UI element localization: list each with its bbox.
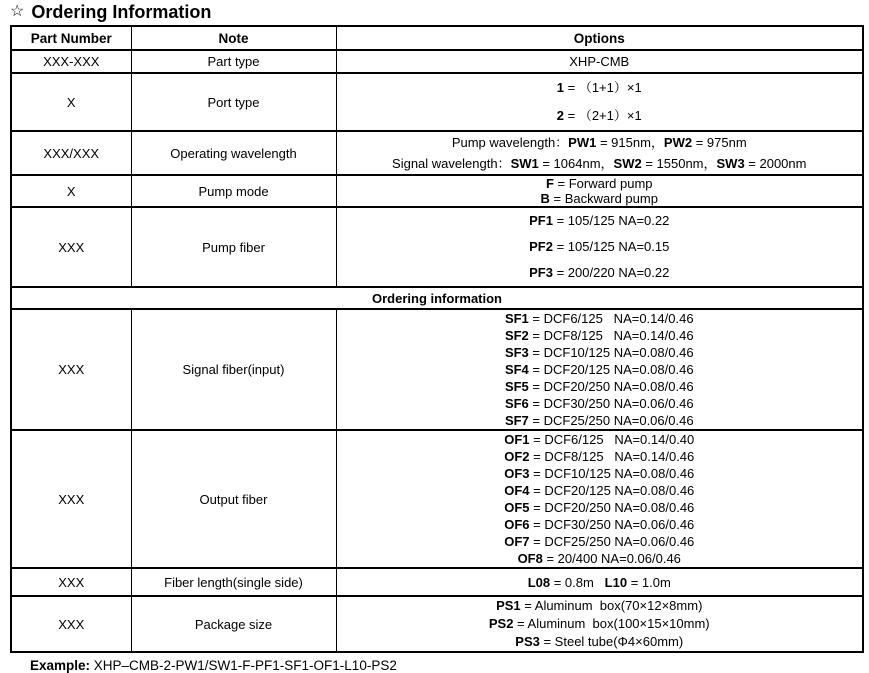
cell-part-number: XXX-XXX — [11, 50, 131, 73]
option-line: OF1 = DCF6/125 NA=0.14/0.40 — [504, 432, 695, 447]
page-title-text: Ordering Information — [31, 1, 212, 22]
option-line: PS2 = Aluminum box(100×15×10mm) — [488, 616, 710, 631]
cell-part-number: XXX — [11, 596, 131, 652]
cell-note: Port type — [131, 73, 336, 131]
cell-options — [336, 596, 863, 652]
table-row — [11, 596, 863, 652]
option-line: L08 = 0.8m L10 = 1.0m — [527, 574, 671, 590]
section-row — [11, 287, 863, 309]
header-options: Options — [336, 26, 863, 50]
option-line: OF4 = DCF20/125 NA=0.08/0.46 — [504, 483, 695, 498]
option-line: Signal wavelength：SW1 = 1064nm，SW2 = 1550nm，SW3 = 2000nm — [392, 156, 807, 171]
cell-options — [336, 50, 863, 73]
option-line: OF2 = DCF8/125 NA=0.14/0.46 — [504, 449, 695, 464]
option-line: PF2 = 105/125 NA=0.15 — [529, 239, 670, 254]
option-line: SF3 = DCF10/125 NA=0.08/0.46 — [504, 345, 694, 360]
cell-options — [336, 175, 863, 207]
option-line: OF3 = DCF10/125 NA=0.08/0.46 — [504, 466, 695, 481]
option-line: PF1 = 105/125 NA=0.22 — [529, 213, 670, 228]
table-body — [11, 50, 863, 652]
section-header: Ordering information — [11, 287, 863, 309]
cell-note: Operating wavelength — [131, 131, 336, 175]
cell-part-number: XXX — [11, 430, 131, 568]
table-row — [11, 131, 863, 175]
option-line: F = Forward pump — [545, 176, 653, 191]
cell-options — [336, 568, 863, 596]
header-part-number: Part Number — [11, 26, 131, 50]
option-line: SF2 = DCF8/125 NA=0.14/0.46 — [504, 328, 694, 343]
example-line — [30, 658, 869, 673]
option-line: OF7 = DCF25/250 NA=0.06/0.46 — [504, 534, 695, 549]
page-title — [10, 1, 869, 23]
cell-part-number: XXX — [11, 309, 131, 430]
cell-part-number: X — [11, 73, 131, 131]
table-row — [11, 50, 863, 73]
header-note: Note — [131, 26, 336, 50]
option-line: SF1 = DCF6/125 NA=0.14/0.46 — [504, 311, 694, 326]
header-row — [11, 26, 863, 50]
cell-part-number: XXX — [11, 568, 131, 596]
cell-options — [336, 73, 863, 131]
star-icon: ☆ — [10, 3, 25, 20]
table-row — [11, 175, 863, 207]
cell-note: Part type — [131, 50, 336, 73]
option-line: XHP-CMB — [569, 54, 630, 69]
option-line: SF4 = DCF20/125 NA=0.08/0.46 — [504, 362, 694, 377]
option-line: OF8 = 20/400 NA=0.06/0.46 — [517, 551, 681, 566]
option-line: OF6 = DCF30/250 NA=0.06/0.46 — [504, 517, 695, 532]
cell-note: Pump fiber — [131, 207, 336, 287]
option-line: SF6 = DCF30/250 NA=0.06/0.46 — [504, 396, 694, 411]
cell-options — [336, 309, 863, 430]
cell-part-number: X — [11, 175, 131, 207]
cell-part-number: XXX — [11, 207, 131, 287]
option-line: Pump wavelength：PW1 = 915nm，PW2 = 975nm — [451, 135, 747, 150]
table-row — [11, 309, 863, 430]
table-row — [11, 73, 863, 131]
option-line: OF5 = DCF20/250 NA=0.08/0.46 — [504, 500, 695, 515]
cell-note: Signal fiber(input) — [131, 309, 336, 430]
cell-options — [336, 430, 863, 568]
cell-note: Fiber length(single side) — [131, 568, 336, 596]
option-line: 1 = （1+1）×1 — [556, 80, 642, 95]
table-row — [11, 430, 863, 568]
cell-note: Output fiber — [131, 430, 336, 568]
example-label: Example: — [30, 658, 91, 673]
option-line: 2 = （2+1）×1 — [556, 108, 642, 123]
cell-note: Pump mode — [131, 175, 336, 207]
example-value: XHP–CMB-2-PW1/SW1-F-PF1-SF1-OF1-L10-PS2 — [90, 658, 397, 673]
table-row — [11, 207, 863, 287]
option-line: SF7 = DCF25/250 NA=0.06/0.46 — [504, 413, 694, 428]
option-line: PF3 = 200/220 NA=0.22 — [529, 265, 670, 280]
cell-note: Package size — [131, 596, 336, 652]
cell-options — [336, 207, 863, 287]
option-line: PS3 = Steel tube(Φ4×60mm) — [515, 634, 684, 649]
option-line: B = Backward pump — [540, 191, 658, 206]
ordering-information-table — [10, 25, 864, 653]
cell-part-number: XXX/XXX — [11, 131, 131, 175]
cell-options — [336, 131, 863, 175]
option-line: PS1 = Aluminum box(70×12×8mm) — [496, 598, 703, 613]
table-row — [11, 568, 863, 596]
option-line: SF5 = DCF20/250 NA=0.08/0.46 — [504, 379, 694, 394]
